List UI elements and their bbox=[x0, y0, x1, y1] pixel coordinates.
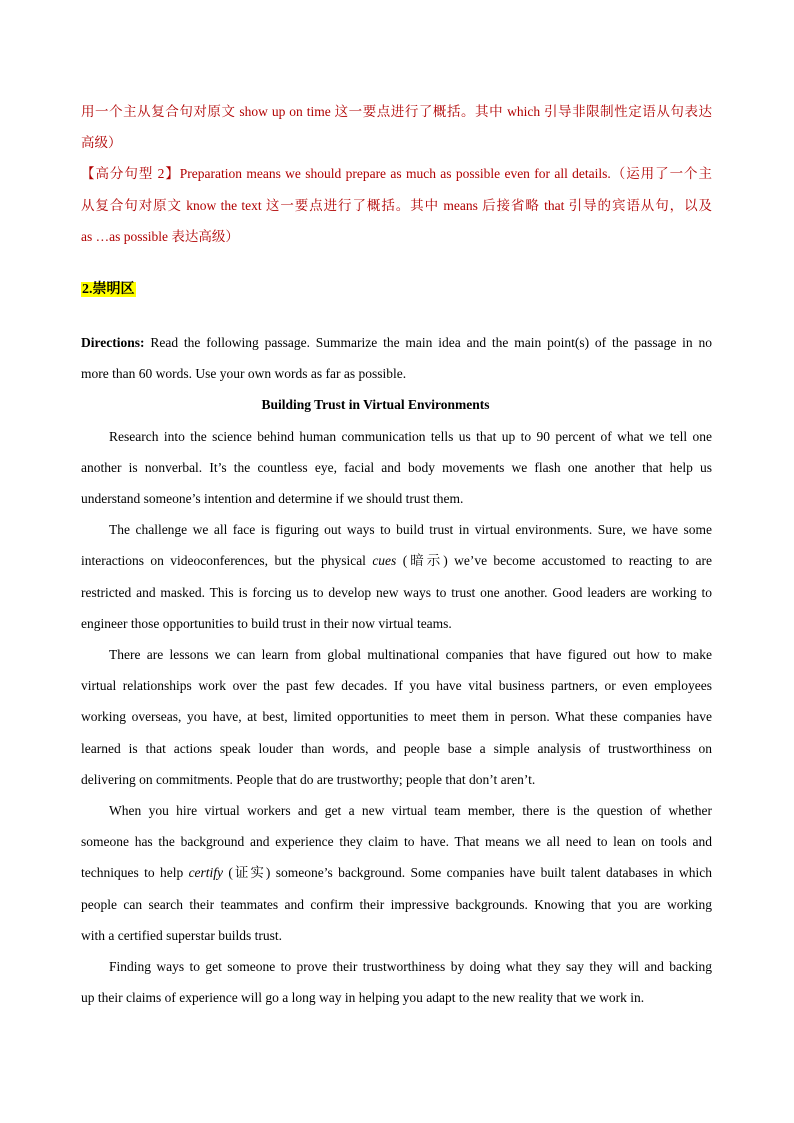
passage-text: techniques to help bbox=[81, 865, 189, 881]
passage-line: When you hire virtual workers and get a new virtual team member, there is the question of whether bbox=[109, 803, 712, 819]
passage-text: (暗示) we’ve become accustomed to reacting to are bbox=[396, 553, 712, 569]
passage-line: There are lessons we can learn from global multinational companies that have figured out how to make bbox=[109, 647, 712, 663]
passage-line: with a certified superstar builds trust. bbox=[81, 927, 282, 943]
passage-paragraph-3 bbox=[81, 639, 712, 795]
analysis-line: as …as possible 表达高级） bbox=[81, 228, 239, 244]
passage-italic-word: cues bbox=[372, 553, 397, 569]
passage-text: (证实) someone’s background. Some companies have built talent databases in which bbox=[223, 865, 712, 881]
section-heading bbox=[81, 279, 712, 301]
passage-paragraph-2 bbox=[81, 514, 712, 639]
passage-italic-word: certify bbox=[188, 865, 224, 881]
passage-paragraph-5 bbox=[81, 951, 712, 1013]
analysis-line: 从复合句对原文 know the text 这一要点进行了概括。其中 means 后接省略 that 引导的宾语从句，以及 bbox=[81, 197, 712, 213]
passage-line: virtual relationships work over the past few decades. If you have vital business partners, or even employees bbox=[81, 678, 712, 694]
passage-paragraph-4 bbox=[81, 795, 712, 951]
analysis-paragraph-2 bbox=[81, 158, 712, 252]
analysis-line: 高级） bbox=[81, 135, 122, 151]
passage-line: The challenge we all face is figuring out ways to build trust in virtual environments. Sure, we have some bbox=[109, 522, 712, 538]
analysis-line: 用一个主从复合句对原文 show up on time 这一要点进行了概括。其中 which 引导非限制性定语从句表达 bbox=[81, 104, 712, 119]
directions bbox=[81, 327, 712, 389]
passage-line: working overseas, you have, at best, limited opportunities to meet them in person. What these companies have bbox=[81, 709, 712, 725]
passage-line bbox=[81, 857, 712, 888]
passage-line bbox=[81, 545, 712, 576]
passage-title: Building Trust in Virtual Environments bbox=[261, 397, 490, 413]
passage-line: engineer those opportunities to build trust in their now virtual teams. bbox=[81, 615, 452, 631]
passage-line: delivering on commitments. People that do are trustworthy; people that don’t aren’t. bbox=[81, 771, 536, 787]
passage-line: Research into the science behind human communication tells us that up to 90 percent of what we tell one bbox=[109, 428, 712, 444]
analysis-paragraph-1 bbox=[81, 96, 712, 158]
passage-line: Finding ways to get someone to prove their trustworthiness by doing what they say they will and backing bbox=[109, 959, 712, 975]
analysis-line: 【高分句型 2】Preparation means we should prepare as much as possible even for all details.（运用了一个主 bbox=[81, 166, 712, 182]
passage-paragraph-1 bbox=[81, 421, 712, 515]
passage-text: interactions on videoconferences, but the physical bbox=[81, 553, 373, 569]
passage-line: up their claims of experience will go a long way in helping you adapt to the new reality that we work in. bbox=[81, 990, 645, 1006]
directions-line bbox=[81, 327, 712, 358]
directions-label: Directions: bbox=[81, 335, 145, 351]
passage-line: learned is that actions speak louder than words, and people base a simple analysis of trustworthiness on bbox=[81, 740, 712, 756]
directions-text: Read the following passage. Summarize the main idea and the main point(s) of the passage in no bbox=[144, 335, 712, 351]
passage-line: someone has the background and experience they claim to have. That means we all need to lean on tools and bbox=[81, 834, 712, 850]
document-page bbox=[81, 96, 712, 1013]
passage-line: restricted and masked. This is forcing us to develop new ways to trust one another. Good leaders are working to bbox=[81, 584, 712, 600]
passage-line: understand someone’s intention and determine if we should trust them. bbox=[81, 491, 464, 507]
passage-line: another is nonverbal. It’s the countless eye, facial and body movements we flash one another that help us bbox=[81, 459, 712, 475]
passage-line: people can search their teammates and confirm their impressive backgrounds. Knowing that you are working bbox=[81, 896, 712, 912]
directions-line: more than 60 words. Use your own words as far as possible. bbox=[81, 366, 407, 382]
section-heading-text: 2.崇明区 bbox=[82, 282, 135, 298]
